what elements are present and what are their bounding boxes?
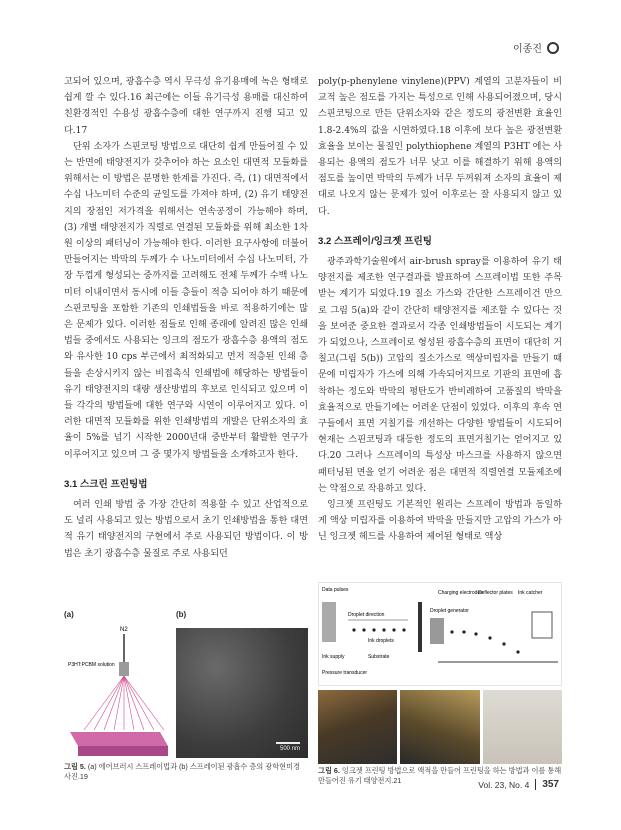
data-pulses-label: Data pulses: [322, 587, 349, 593]
spray-lines: [84, 676, 164, 730]
figure-5-caption: 그림 5. (a) 에어브러시 스프레이법과 (b) 스프레이된 광흡수 층의 광학현미경 사진.19: [64, 762, 300, 781]
pressure-transducer-label: Pressure transducer: [322, 670, 368, 676]
paragraph: 광주과학기술원에서 air-brush spray를 이용하여 유기 태양전지를 제조한 연구결과를 발표하여 스프레이법 또한 주목받는 계기가 되었다.19 질소 가스와 간단한 스프레이건 만으로 그림 5(a)와 같이 간단히 태양전지를 제조할 수 있다는 것을 보여준 중요한 결과로서 각종 인쇄방법들이 시도되는 계기가 되었으나, 스프레이로 형성된 광흡수층의 표면이 대단히 거칠고(그림 5(b)) 고압의 질소가스로 액상미립자를 만들기 때문에 미립자가 가스에 의해 가속되어지므로 기판의 표면에 흡착하는 정도와 박막의 평탄도가 반비례하여 고품질의 박막을 효율적으로 만들기에는 어려운 단점이 있었다. 이후의 후속 연구들에서 표면 거칠기를 개선하는 다양한 방법들이 시도되어 현재는 스핀코팅과 대등한 정도의 표면거칠기는 얻어지고 있다.20 그러나 스프레이의 특성상 마스크를 사용하지 않으면 패터닝된 면을 얻기 어려운 점은 대면적 직렬연결 모듈제조에는 약점으로 작용하고 있다.: [318, 257, 562, 494]
page-number: 357: [535, 779, 559, 790]
journal-volume: Vol. 23, No. 4: [478, 779, 530, 790]
paragraph: 고되어 있으며, 광흡수층 역시 무극성 유기용매에 녹은 형태로 쉽게 깔 수 있다.16 최근에는 이들 유기극성 용매를 대신하여 친환경적인 수용성 광흡수층에 대한 연구까지 진행 되고 있다.17: [64, 77, 308, 136]
photo-printing: [400, 690, 479, 764]
inkjet-photos: [318, 690, 562, 764]
right-column: [318, 74, 562, 546]
page-footer: [478, 779, 559, 790]
deflector-plates-label: Deflector plates: [478, 590, 513, 596]
inkjet-diagram: [318, 582, 562, 686]
paragraph: poly(p-phenylene vinylene)(PPV) 계열의 고분자들이 비교적 높은 점도를 가지는 특성으로 인해 사용되어졌으며, 당시 스핀코팅으로 만든 단위소자와 같은 정도의 광전변환 효율인 1.8-2.4%의 값을 시연하였다.18 이후에 보다 높은 광전변환 효율을 보이는 물질인 polythiophene 계열의 P3HT 에는 사용되는 용액의 점도가 너무 낮고 이를 해결하기 위해 용액의 점도를 높이면 박막의 두께가 너무 두꺼워져 소자의 효율이 제대로 나오지 않는 문제가 있어 이후로는 잘 사용되지 않고 있다.: [318, 77, 562, 217]
droplet-generator-label: Droplet generator: [430, 608, 469, 614]
ink-supply-label: Ink supply: [322, 654, 345, 660]
charging-electrodes-label: Charging electrodes: [438, 590, 483, 596]
droplet-direction-label: Droplet direction: [348, 612, 385, 618]
circle-icon: [547, 42, 559, 54]
ink-catcher-label: Ink catcher: [518, 590, 543, 596]
page-header: [513, 40, 559, 55]
ink-droplets-label: Ink droplets: [368, 638, 394, 644]
author-name: 이종진: [513, 44, 542, 55]
spray-gun: [119, 662, 129, 676]
scale-label: 500 nm: [279, 746, 300, 752]
panel-label-a: (a): [64, 610, 74, 619]
paragraph: 잉크젯 프린팅도 기본적인 원리는 스프레이 방법과 동일하게 액상 미립자를 이용하여 박막을 만들지만 고압의 가스가 아닌 잉크젯 헤드를 사용하여 제어된 형태로 액상: [318, 500, 562, 543]
paragraph: 여러 인쇄 방법 중 가장 간단히 적용할 수 있고 산업적으로도 널리 사용되고 있는 방법으로서 초기 인쇄방법을 통한 대면적 유기 태양전지의 구현에서 주로 사용되던 방법이다. 이 방법은 초기 광흡수층 물질로 주로 사용되던: [64, 500, 308, 559]
spray-diagram: [64, 622, 170, 762]
microscope-image: [176, 628, 308, 758]
substrate-label: Substrate: [368, 654, 390, 660]
figure-5: [64, 608, 308, 788]
section-heading: 3.1 스크린 프린팅법: [64, 478, 148, 490]
substrate-block: [70, 732, 168, 746]
panel-label-b: (b): [176, 610, 187, 619]
scale-bar: [276, 742, 300, 744]
photo-printer: [318, 690, 397, 764]
n2-label: N2: [120, 627, 128, 633]
solution-label: P3HT:PCBM solution: [68, 662, 115, 668]
figure-6: [318, 582, 562, 788]
left-column: [64, 74, 308, 562]
paragraph: 단위 소자가 스핀코팅 방법으로 대단히 쉽게 만들어질 수 있는 반면에 태양전지가 갖추어야 하는 요소인 대면적 모듈화를 위해서는 이 방법은 분명한 한계를 가진다. 즉, (1) 대면적에서 수십 나노미터 수준의 균일도를 가져야 하며, (2) 유기 태양전지의 장점인 저가격을 위해서는 연속공정이 가능해야 하며, (3) 개별 태양전지가 직렬로 연결된 모듈화를 위해 최소한 1차원 이상의 패터닝이 가능해야 한다. 이러한 요구사항에 더불어 만들어지는 박막의 두께가 수 나노미터에서 수십 나노미터, 가장 두껍게 형성되는 중까지를 고려해도 전체 두께가 수백 나노미터 이내이면서 동시에 이들 층들이 적층 되어야 하기 때문에 스핀코팅을 포함한 기존의 인쇄법들을 바로 적용하기에는 많은 문제가 있다. 이러한 점들로 인해 종래에 알려진 많은 인쇄법들 중에서도 사용되는 잉크의 점도가 광흡수층 용액의 점도와 유사한 10 cps 부근에서 최적화되고 먼저 적층된 인쇄 층들을 손상시키지 않는 비접촉식 인쇄법에 해당하는 방법들이 유기 태양전지의 대량 생산방법의 후보로 인식되고 있으며 이들 각각의 방법들에 대한 연구와 시연이 이루어지고 있다. 이러한 대면적 모듈화를 위한 인쇄방법의 개발은 단위소자의 효율이 5%를 넘기 시작한 2000년대 중반부터 활발한 연구가 이루어지고 있으며 그 중 몇가지 방법들을 소개하고자 한다.: [64, 141, 308, 460]
figure-6-caption: 그림 6. 잉크젯 프린팅 방법으로 액적을 만들어 프린팅을 하는 방법과 이를 통해 만들어진 유기 태양전지.21: [318, 766, 562, 785]
photo-devices: [483, 690, 562, 764]
section-heading: 3.2 스프레이/잉크젯 프린팅: [318, 235, 433, 247]
